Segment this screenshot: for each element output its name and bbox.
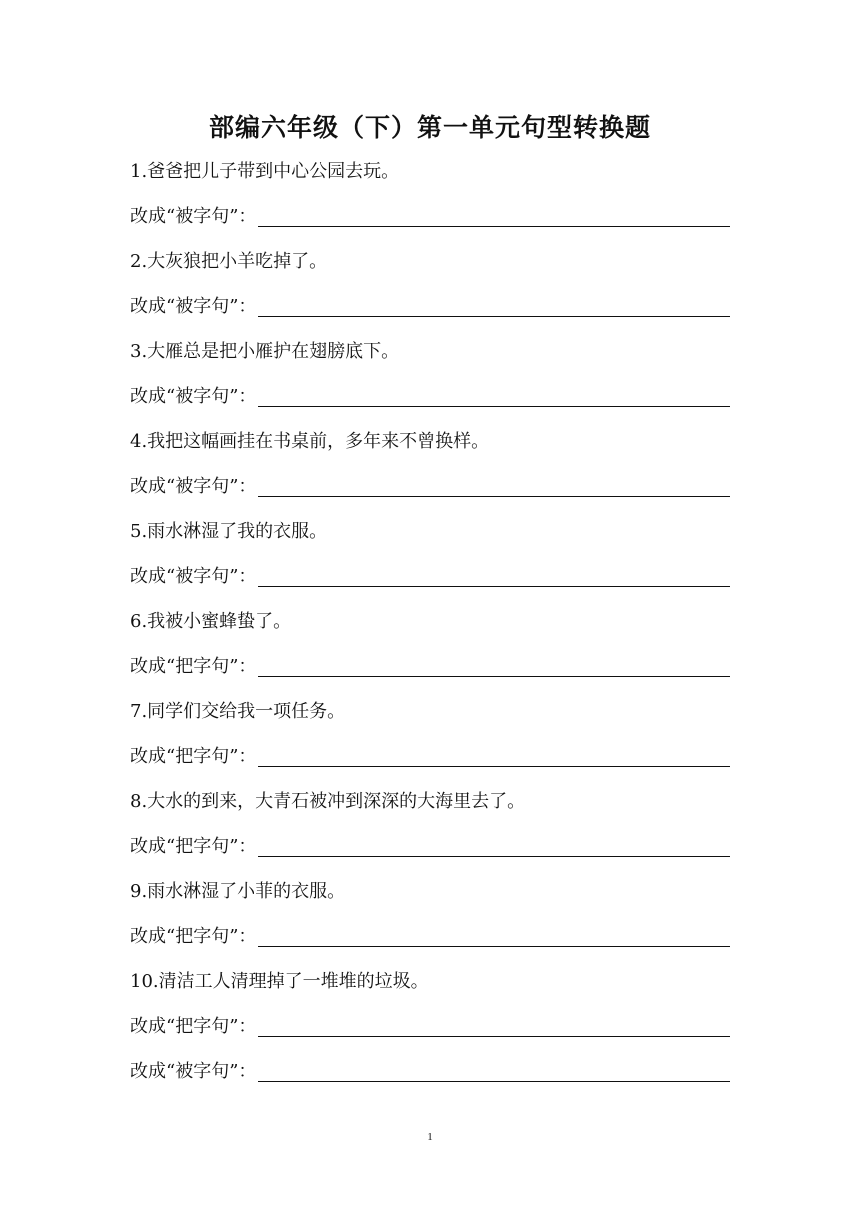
answer-label: 改成“被字句”：: [130, 1061, 257, 1082]
question-2: 2.大灰狼把小羊吃掉了。: [130, 251, 328, 272]
question-5: 5.雨水淋湿了我的衣服。: [130, 521, 328, 542]
answer-blank[interactable]: [258, 296, 730, 317]
answer-row-1: [130, 203, 730, 231]
answer-label: 改成“把字句”：: [130, 836, 257, 857]
answer-row-7: [130, 743, 730, 771]
answer-label: 改成“把字句”：: [130, 1016, 257, 1037]
answer-row-8: [130, 833, 730, 861]
answer-blank[interactable]: [258, 476, 730, 497]
page-title: 部编六年级（下）第一单元句型转换题: [208, 113, 651, 142]
answer-label: 改成“被字句”：: [130, 566, 257, 587]
question-3: 3.大雁总是把小雁护在翅膀底下。: [130, 341, 400, 362]
answer-row-10a: [130, 1013, 730, 1041]
question-7: 7.同学们交给我一项任务。: [130, 701, 346, 722]
answer-row-3: [130, 383, 730, 411]
answer-blank[interactable]: [258, 566, 730, 587]
question-1: 1.爸爸把儿子带到中心公园去玩。: [130, 161, 400, 182]
answer-blank[interactable]: [258, 836, 730, 857]
answer-label: 改成“把字句”：: [130, 656, 257, 677]
answer-blank[interactable]: [258, 656, 730, 677]
answer-blank[interactable]: [258, 1061, 730, 1082]
question-10: 10.清洁工人清理掉了一堆堆的垃圾。: [130, 971, 429, 992]
page-number: 1: [427, 1131, 433, 1143]
answer-row-4: [130, 473, 730, 501]
answer-blank[interactable]: [258, 926, 730, 947]
answer-label: 改成“把字句”：: [130, 746, 257, 767]
answer-blank[interactable]: [258, 1016, 730, 1037]
answer-label: 改成“被字句”：: [130, 386, 257, 407]
answer-row-9: [130, 923, 730, 951]
answer-label: 改成“被字句”：: [130, 296, 257, 317]
question-4: 4.我把这幅画挂在书桌前，多年来不曾换样。: [130, 431, 490, 452]
question-6: 6.我被小蜜蜂蛰了。: [130, 611, 292, 632]
answer-blank[interactable]: [258, 386, 730, 407]
answer-row-5: [130, 563, 730, 591]
answer-label: 改成“被字句”：: [130, 206, 257, 227]
answer-blank[interactable]: [258, 746, 730, 767]
answer-row-10b: [130, 1058, 730, 1086]
answer-label: 改成“被字句”：: [130, 476, 257, 497]
answer-row-2: [130, 293, 730, 321]
answer-row-6: [130, 653, 730, 681]
question-8: 8.大水的到来，大青石被冲到深深的大海里去了。: [130, 791, 526, 812]
question-9: 9.雨水淋湿了小菲的衣服。: [130, 881, 346, 902]
answer-label: 改成“把字句”：: [130, 926, 257, 947]
answer-blank[interactable]: [258, 206, 730, 227]
